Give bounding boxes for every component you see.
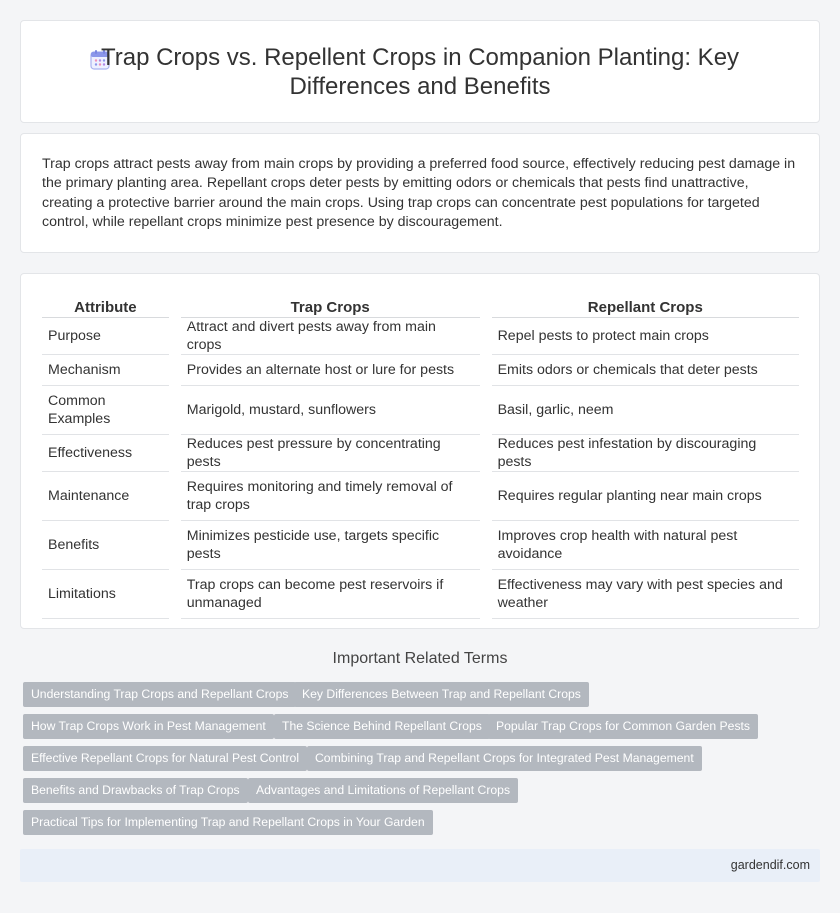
table-row xyxy=(42,435,799,472)
row-repellant-value: Repel pests to protect main crops xyxy=(492,318,799,355)
table-row xyxy=(42,386,799,435)
related-terms-title: Important Related Terms xyxy=(332,650,508,667)
intro-paragraph: Trap crops attract pests away from main crops by providing a preferred food source, effectively reducing pest damage in the primary planting area. Repellant crops deter pests by emitting odors or chemicals that pests find unattractive, creating a protective barrier around the main crops. Using trap crops can concentrate pest populations for targeted control, while repellant crops minimize pest presence by discouragement. xyxy=(42,156,796,231)
comparison-table xyxy=(42,296,799,619)
intro-card xyxy=(20,133,820,253)
table-row xyxy=(42,355,799,386)
table-row xyxy=(42,318,799,355)
row-attribute: Maintenance xyxy=(42,472,169,521)
row-trap-value: Provides an alternate host or lure for pests xyxy=(181,355,480,386)
footer-site-name[interactable]: gardendif.com xyxy=(730,858,810,872)
related-tag[interactable]: Advantages and Limitations of Repellant Crops xyxy=(248,778,518,803)
related-tag[interactable]: Popular Trap Crops for Common Garden Pests xyxy=(488,714,758,739)
related-tag[interactable]: Effective Repellant Crops for Natural Pest Control xyxy=(23,746,307,771)
related-tag[interactable]: Benefits and Drawbacks of Trap Crops xyxy=(23,778,248,803)
related-tag[interactable]: How Trap Crops Work in Pest Management xyxy=(23,714,274,739)
row-attribute: Common Examples xyxy=(42,386,169,435)
row-trap-value: Minimizes pesticide use, targets specific pests xyxy=(181,521,480,570)
row-attribute: Limitations xyxy=(42,570,169,619)
comparison-card xyxy=(20,273,820,629)
row-trap-value: Reduces pest pressure by concentrating pests xyxy=(181,435,480,472)
row-trap-value: Requires monitoring and timely removal of trap crops xyxy=(181,472,480,521)
page-title: Trap Crops vs. Repellent Crops in Companion Planting: Key Differences and Benefits xyxy=(100,44,740,100)
row-repellant-value: Effectiveness may vary with pest species and weather xyxy=(492,570,799,619)
footer-bar xyxy=(20,849,820,882)
table-row xyxy=(42,521,799,570)
row-attribute: Benefits xyxy=(42,521,169,570)
related-tag[interactable]: The Science Behind Repellant Crops xyxy=(274,714,490,739)
row-attribute: Mechanism xyxy=(42,355,169,386)
header-attribute: Attribute xyxy=(42,296,169,318)
row-repellant-value: Emits odors or chemicals that deter pests xyxy=(492,355,799,386)
related-tag[interactable]: Key Differences Between Trap and Repellant Crops xyxy=(294,682,589,707)
header-repellant-crops: Repellant Crops xyxy=(492,296,799,318)
related-tag[interactable]: Combining Trap and Repellant Crops for Integrated Pest Management xyxy=(307,746,702,771)
related-tag[interactable]: Practical Tips for Implementing Trap and Repellant Crops in Your Garden xyxy=(23,810,433,835)
row-attribute: Effectiveness xyxy=(42,435,169,472)
table-row xyxy=(42,570,799,619)
row-trap-value: Trap crops can become pest reservoirs if unmanaged xyxy=(181,570,480,619)
row-attribute: Purpose xyxy=(42,318,169,355)
row-trap-value: Attract and divert pests away from main crops xyxy=(181,318,480,355)
row-trap-value: Marigold, mustard, sunflowers xyxy=(181,386,480,435)
title-card xyxy=(20,20,820,123)
table-row xyxy=(42,472,799,521)
table-header-row xyxy=(42,296,799,318)
row-repellant-value: Requires regular planting near main crops xyxy=(492,472,799,521)
row-repellant-value: Basil, garlic, neem xyxy=(492,386,799,435)
related-tag[interactable]: Understanding Trap Crops and Repellant Crops xyxy=(23,682,296,707)
row-repellant-value: Improves crop health with natural pest avoidance xyxy=(492,521,799,570)
row-repellant-value: Reduces pest infestation by discouraging pests xyxy=(492,435,799,472)
header-trap-crops: Trap Crops xyxy=(181,296,480,318)
